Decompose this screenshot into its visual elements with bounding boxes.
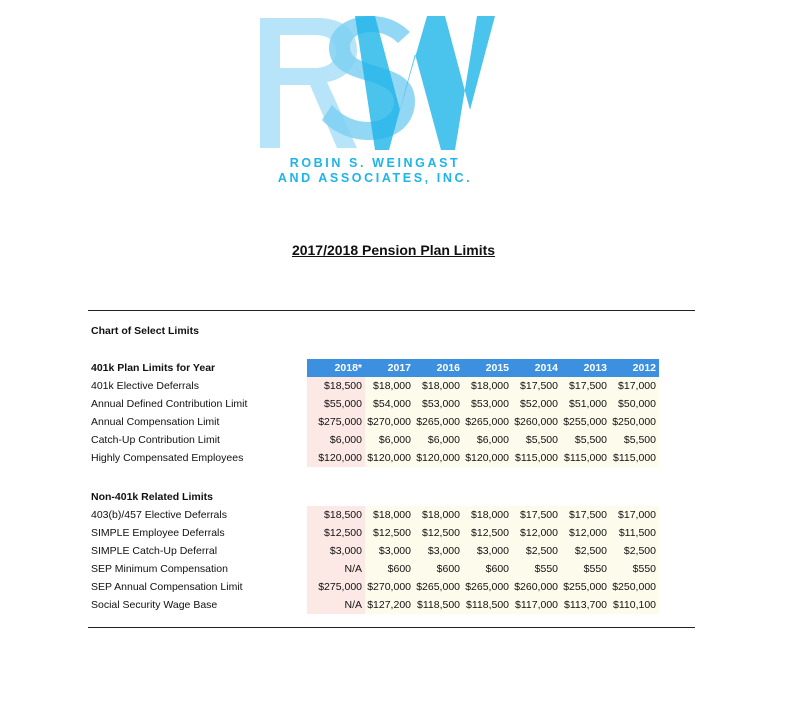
value-cell: $600	[463, 560, 512, 578]
value-cell: $550	[561, 560, 610, 578]
value-cell: $2,500	[512, 542, 561, 560]
value-cell: $270,000	[365, 413, 414, 431]
section-heading: 401k Plan Limits for Year	[91, 362, 216, 374]
value-cell: $275,000	[307, 578, 365, 596]
value-cell: $120,000	[463, 449, 512, 467]
value-cell: $255,000	[561, 413, 610, 431]
section-heading: Non-401k Related Limits	[91, 491, 213, 503]
value-cell: $265,000	[414, 413, 463, 431]
value-cell: $54,000	[365, 395, 414, 413]
value-cell: $265,000	[463, 578, 512, 596]
value-cell: $12,500	[365, 524, 414, 542]
value-cell: $18,000	[463, 506, 512, 524]
value-cell: $275,000	[307, 413, 365, 431]
value-cell: $120,000	[414, 449, 463, 467]
chart-heading: Chart of Select Limits	[91, 325, 199, 337]
value-cell: $120,000	[365, 449, 414, 467]
value-cell: $17,500	[512, 377, 561, 395]
value-cell: $260,000	[512, 578, 561, 596]
table-row	[88, 596, 660, 614]
row-label: SIMPLE Catch-Up Deferral	[91, 545, 218, 557]
row-label: 403(b)/457 Elective Deferrals	[91, 509, 227, 521]
value-cell: $12,000	[512, 524, 561, 542]
row-label: Annual Defined Contribution Limit	[91, 398, 248, 410]
value-cell: $117,000	[512, 596, 561, 614]
company-line-1: ROBIN S. WEINGAST	[289, 156, 461, 170]
company-logo	[255, 10, 495, 160]
value-cell: $110,100	[610, 596, 659, 614]
value-cell: $17,000	[610, 506, 659, 524]
value-cell: $5,500	[561, 431, 610, 449]
value-cell: $53,000	[414, 395, 463, 413]
row-values	[307, 449, 659, 467]
value-cell: $11,500	[610, 524, 659, 542]
value-cell: $18,500	[307, 377, 365, 395]
table-row	[88, 449, 660, 467]
value-cell: $118,500	[463, 596, 512, 614]
row-label: Annual Compensation Limit	[91, 416, 220, 428]
value-cell: $265,000	[414, 578, 463, 596]
year-header-cell: 2016	[436, 362, 460, 374]
value-cell: $5,500	[512, 431, 561, 449]
value-cell: $18,000	[414, 377, 463, 395]
value-cell: $18,000	[463, 377, 512, 395]
value-cell: $50,000	[610, 395, 659, 413]
value-cell: $2,500	[561, 542, 610, 560]
row-label: Social Security Wage Base	[91, 599, 218, 611]
row-values	[307, 560, 659, 578]
table-row	[88, 431, 660, 449]
value-cell: $270,000	[365, 578, 414, 596]
value-cell: $18,000	[365, 506, 414, 524]
row-values	[307, 596, 659, 614]
page-title: 2017/2018 Pension Plan Limits	[291, 242, 496, 258]
year-header-cell: 2012	[632, 362, 656, 374]
company-line-2: AND ASSOCIATES, INC.	[277, 171, 473, 185]
value-cell: $53,000	[463, 395, 512, 413]
row-values	[307, 578, 659, 596]
table-row	[88, 506, 660, 524]
value-cell: $600	[414, 560, 463, 578]
row-label: Catch-Up Contribution Limit	[91, 434, 220, 446]
value-cell: $550	[512, 560, 561, 578]
year-header	[307, 359, 659, 377]
logo-letter-w	[355, 16, 495, 150]
value-cell: $6,000	[414, 431, 463, 449]
year-header-cell: 2013	[583, 362, 607, 374]
value-cell: $3,000	[463, 542, 512, 560]
value-cell: $120,000	[307, 449, 365, 467]
value-cell: $3,000	[307, 542, 365, 560]
row-values	[307, 395, 659, 413]
value-cell: $118,500	[414, 596, 463, 614]
section-401k-header-row	[88, 359, 660, 377]
rsw-monogram	[255, 10, 495, 160]
row-label: SIMPLE Employee Deferrals	[91, 527, 225, 539]
value-cell: $51,000	[561, 395, 610, 413]
table-row	[88, 578, 660, 596]
row-label: Highly Compensated Employees	[91, 452, 244, 464]
value-cell: $113,700	[561, 596, 610, 614]
row-values	[307, 524, 659, 542]
value-cell: $6,000	[463, 431, 512, 449]
value-cell: $265,000	[463, 413, 512, 431]
table-row	[88, 524, 660, 542]
value-cell: $2,500	[610, 542, 659, 560]
value-cell: $3,000	[414, 542, 463, 560]
year-header-cell: 2014	[534, 362, 558, 374]
row-label: SEP Minimum Compensation	[91, 563, 228, 575]
table-row	[88, 395, 660, 413]
value-cell: $260,000	[512, 413, 561, 431]
value-cell: $12,500	[463, 524, 512, 542]
value-cell: $115,000	[610, 449, 659, 467]
company-name	[250, 156, 500, 186]
table-row	[88, 560, 660, 578]
value-cell: $52,000	[512, 395, 561, 413]
row-values	[307, 377, 659, 395]
row-values	[307, 413, 659, 431]
value-cell: $18,500	[307, 506, 365, 524]
value-cell: $6,000	[365, 431, 414, 449]
year-header-cell: 2015	[485, 362, 509, 374]
row-values	[307, 542, 659, 560]
value-cell: $18,000	[365, 377, 414, 395]
value-cell: N/A	[307, 596, 365, 614]
value-cell: $550	[610, 560, 659, 578]
table-row	[88, 413, 660, 431]
year-header-cell: 2017	[387, 362, 411, 374]
row-label: SEP Annual Compensation Limit	[91, 581, 243, 593]
bottom-divider	[88, 627, 695, 628]
value-cell: $17,500	[561, 377, 610, 395]
value-cell: $17,500	[512, 506, 561, 524]
row-label: 401k Elective Deferrals	[91, 380, 199, 392]
table-row	[88, 377, 660, 395]
top-divider	[88, 310, 695, 311]
value-cell: $250,000	[610, 413, 659, 431]
value-cell: $5,500	[610, 431, 659, 449]
value-cell: $250,000	[610, 578, 659, 596]
value-cell: $127,200	[365, 596, 414, 614]
value-cell: $12,500	[307, 524, 365, 542]
value-cell: $600	[365, 560, 414, 578]
value-cell: $6,000	[307, 431, 365, 449]
value-cell: $18,000	[414, 506, 463, 524]
value-cell: $115,000	[512, 449, 561, 467]
value-cell: $3,000	[365, 542, 414, 560]
section-non401k-header-row	[88, 488, 660, 506]
value-cell: $17,500	[561, 506, 610, 524]
row-values	[307, 431, 659, 449]
value-cell: $12,000	[561, 524, 610, 542]
row-values	[307, 506, 659, 524]
value-cell: $12,500	[414, 524, 463, 542]
value-cell: N/A	[307, 560, 365, 578]
table-row	[88, 542, 660, 560]
value-cell: $55,000	[307, 395, 365, 413]
value-cell: $17,000	[610, 377, 659, 395]
value-cell: $115,000	[561, 449, 610, 467]
year-header-cell: 2018*	[334, 362, 362, 374]
value-cell: $255,000	[561, 578, 610, 596]
